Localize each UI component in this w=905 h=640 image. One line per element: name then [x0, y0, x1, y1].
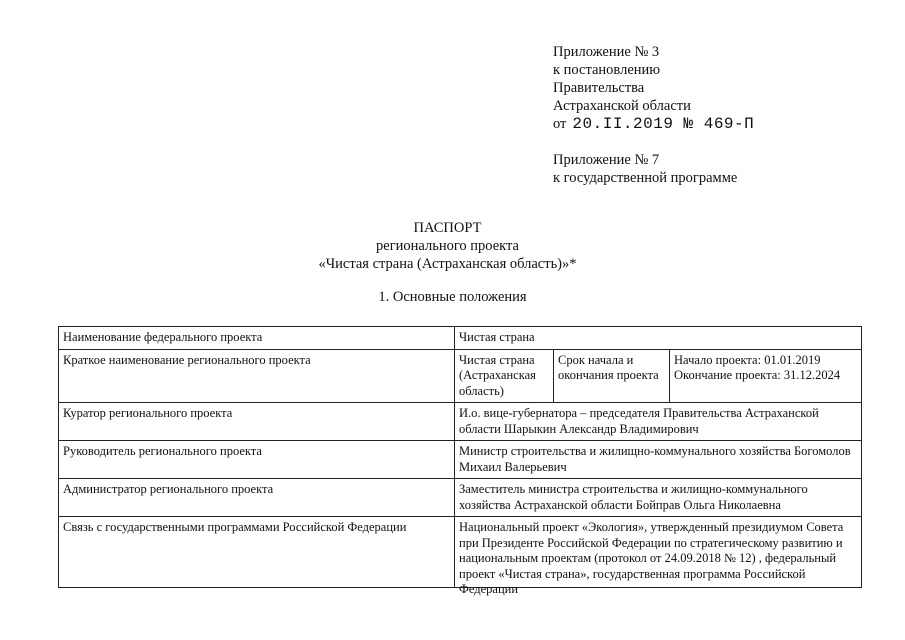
- title-project-type: регионального проекта: [376, 238, 519, 254]
- row-label: Руководитель регионального проекта: [59, 441, 455, 479]
- row-label: Наименование федерального проекта: [59, 327, 455, 350]
- row-label: Связь с государственными программами Российской Федерации: [59, 517, 455, 588]
- row-label: Куратор регионального проекта: [59, 403, 455, 441]
- table-row: [59, 517, 862, 588]
- appendix-header: [553, 43, 754, 133]
- appendix-program: [553, 151, 737, 187]
- appendix-government: Правительства: [553, 80, 645, 96]
- passport-title: [0, 219, 905, 273]
- table-row: [59, 403, 862, 441]
- table-row: [59, 349, 862, 403]
- row-value: Заместитель министра строительства и жилищно-коммунального хозяйства Астраханской области Бойправ Ольга Николаевна: [455, 479, 862, 517]
- appendix-region: Астраханской области: [553, 98, 691, 114]
- row-value: И.о. вице-губернатора – председателя Правительства Астраханской области Шарыкин Александр Владимирович: [455, 403, 862, 441]
- row-value: Национальный проект «Экология», утвержденный президиумом Совета при Президенте Российской Федерации по стратегическому развитию и национальным проектам (протокол от 24.09.2018 № 12) , федеральный проект «Чистая страна», государственная программа Российской Федерации: [459, 520, 844, 596]
- term-label-cell: Срок начала и окончания проекта: [554, 349, 670, 403]
- table-row: [59, 441, 862, 479]
- table-row: [59, 479, 862, 517]
- appendix-program-number: Приложение № 7: [553, 152, 660, 168]
- term-dates-cell: [670, 349, 862, 403]
- title-project-name: «Чистая страна (Астраханская область)»*: [318, 256, 577, 272]
- appendix-number: Приложение № 3: [553, 44, 660, 60]
- short-name-cell: Чистая страна (Астраханская область): [455, 349, 554, 403]
- row-value-cell: [455, 517, 862, 596]
- row-label: Администратор регионального проекта: [59, 479, 455, 517]
- section-heading: 1. Основные положения: [378, 289, 527, 305]
- row-value: Министр строительства и жилищно-коммунального хозяйства Богомолов Михаил Валерьевич: [455, 441, 862, 479]
- row-value: Чистая страна: [455, 327, 862, 350]
- date-prefix: от: [553, 116, 567, 132]
- date-stamp: 20.II.2019 № 469-П: [572, 115, 755, 133]
- passport-table: [58, 326, 862, 596]
- table-row: [59, 327, 862, 350]
- end-date: Окончание проекта: 31.12.2024: [674, 368, 841, 382]
- row-label: Краткое наименование регионального проекта: [59, 349, 455, 403]
- appendix-date-line: [553, 115, 754, 133]
- start-date: Начало проекта: 01.01.2019: [674, 352, 821, 367]
- appendix-resolution: к постановлению: [553, 62, 661, 78]
- title-passport: ПАСПОРТ: [413, 220, 482, 236]
- appendix-program-ref: к государственной программе: [553, 170, 738, 186]
